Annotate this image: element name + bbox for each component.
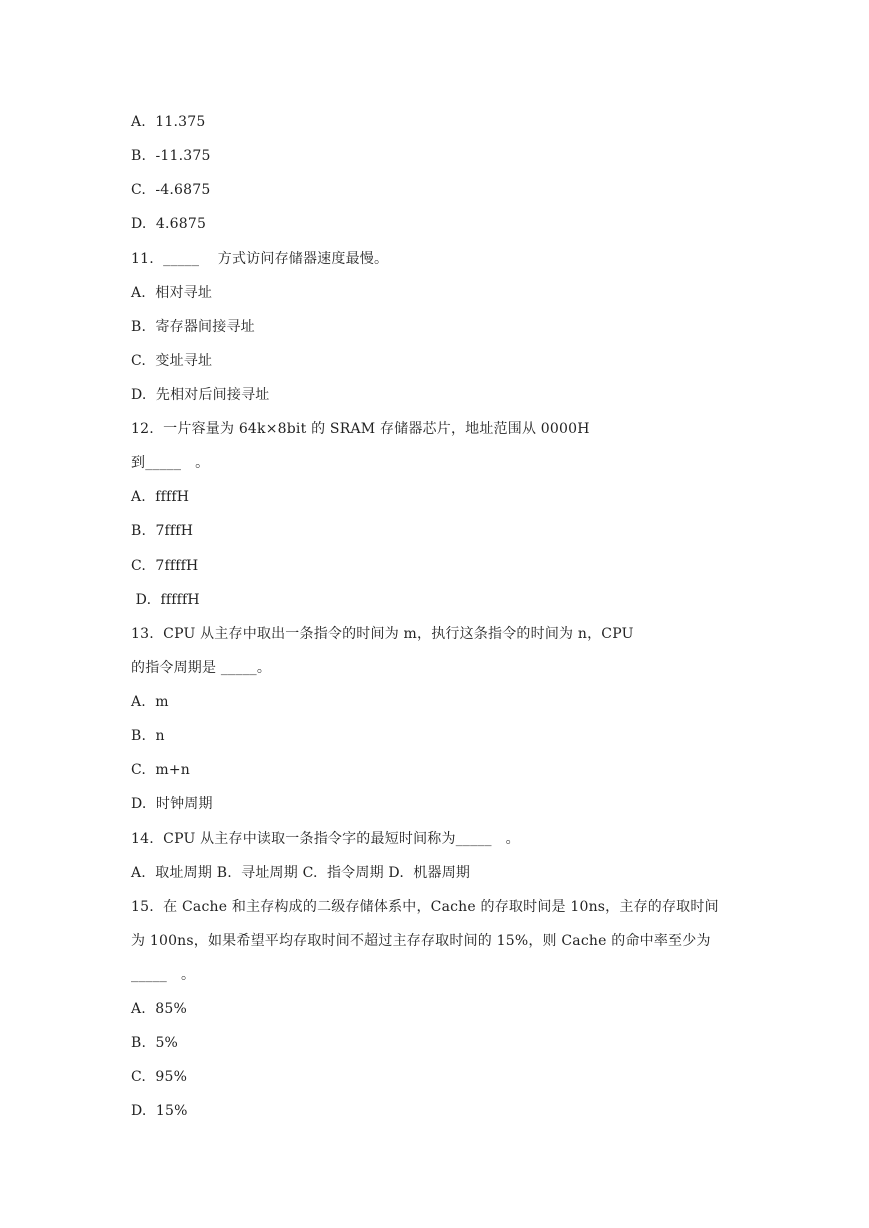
q12-stem-line1: 12. 一片容量为 64k×8bit 的 SRAM 存储器芯片，地址范围从 0000H — [131, 421, 590, 437]
q11-option-a: A. 相对寻址 — [131, 285, 213, 301]
q15-stem-line1: 15. 在 Cache 和主存构成的二级存储体系中，Cache 的存取时间是 10ns，主存的存取时间 — [131, 899, 719, 915]
q10-option-d: D. 4.6875 — [131, 216, 207, 232]
q12-option-a: A. ffffH — [131, 489, 190, 505]
q12-option-c: C. 7ffffH — [131, 558, 199, 574]
q14-options: A. 取址周期 B. 寻址周期 C. 指令周期 D. 机器周期 — [131, 865, 471, 881]
q15-option-a: A. 85% — [131, 1001, 187, 1017]
q13-option-a: A. m — [131, 694, 169, 710]
q11-option-b: B. 寄存器间接寻址 — [131, 319, 255, 335]
q10-option-c: C. -4.6875 — [131, 182, 211, 198]
q11-option-c: C. 变址寻址 — [131, 353, 213, 369]
q12-option-b: B. 7fffH — [131, 523, 194, 539]
q11-stem: 11. _____ 方式访问存储器速度最慢。 — [131, 251, 389, 267]
q11-option-d: D. 先相对后间接寻址 — [131, 387, 270, 403]
q15-option-d: D. 15% — [131, 1103, 188, 1119]
q15-stem-line2: 为 100ns，如果希望平均存取时间不超过主存存取时间的 15%，则 Cache 的命中率至少为 — [131, 933, 711, 949]
q15-option-c: C. 95% — [131, 1069, 188, 1085]
q12-stem-line2: 到_____ 。 — [131, 455, 210, 471]
q13-option-c: C. m+n — [131, 762, 190, 778]
q13-option-d: D. 时钟周期 — [131, 796, 213, 812]
q10-option-b: B. -11.375 — [131, 148, 211, 164]
q12-option-d: D. fffffH — [131, 592, 200, 608]
q15-option-b: B. 5% — [131, 1035, 179, 1051]
q13-stem-line1: 13. CPU 从主存中取出一条指令的时间为 m，执行这条指令的时间为 n，CPU — [131, 626, 634, 642]
q14-stem: 14. CPU 从主存中读取一条指令字的最短时间称为_____ 。 — [131, 831, 520, 847]
q13-stem-line2: 的指令周期是 _____。 — [131, 660, 272, 676]
q10-option-a: A. 11.375 — [131, 114, 206, 130]
q15-stem-line3: _____ 。 — [131, 967, 196, 983]
q13-option-b: B. n — [131, 728, 165, 744]
